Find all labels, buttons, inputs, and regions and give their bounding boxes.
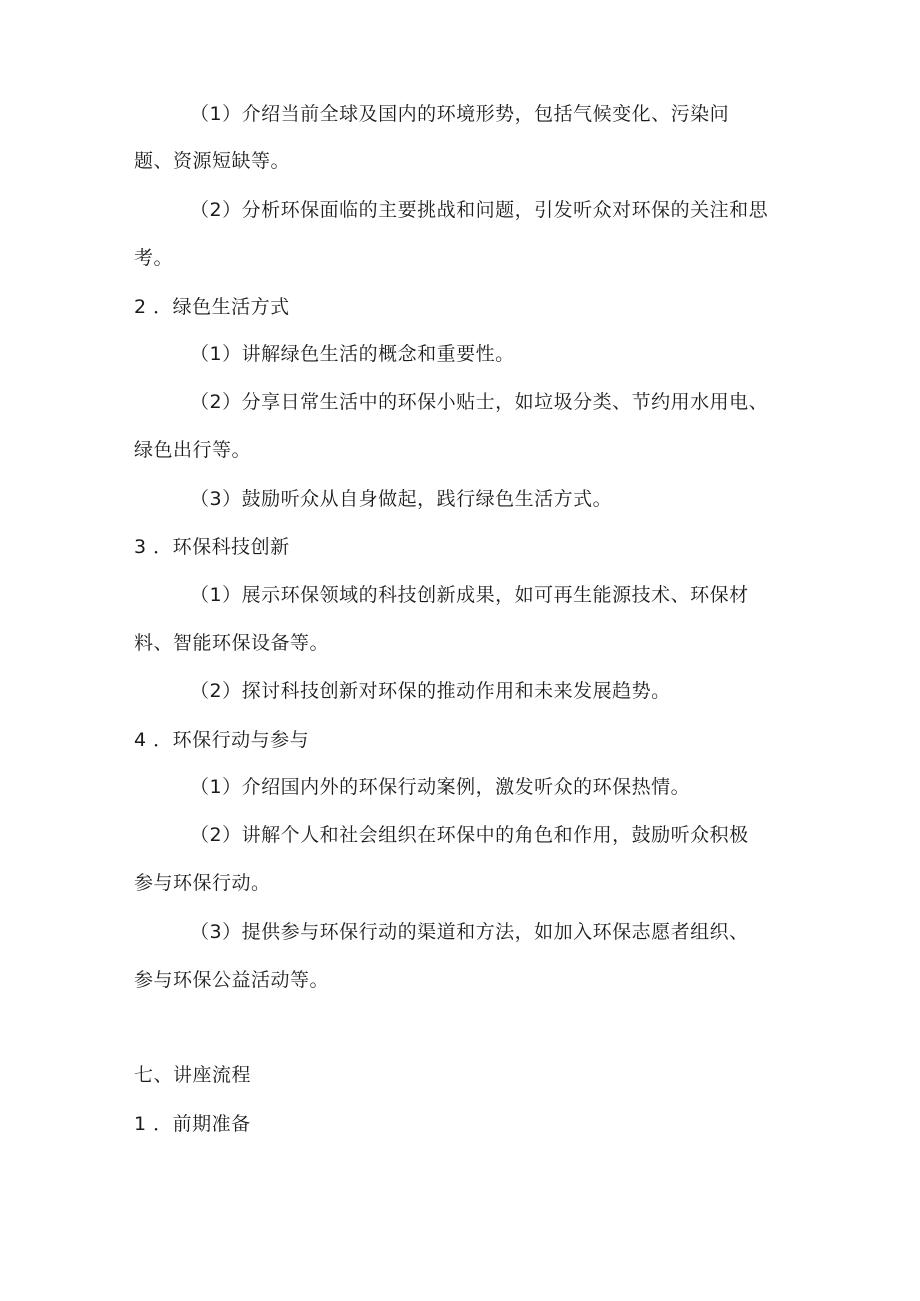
paragraph-1-2-line-2: 考。 [134, 247, 174, 269]
paragraph-1-1-line-2: 题、资源短缺等。 [134, 150, 291, 172]
paragraph-3-1-line-2: 料、智能环保设备等。 [134, 632, 330, 654]
paragraph-4-3-line-2: 参与环保公益活动等。 [134, 969, 330, 991]
section-heading-7-1: 1 ．前期准备 [134, 1113, 251, 1135]
section-heading-2: 2 ．绿色生活方式 [134, 296, 290, 318]
paragraph-1-2-line-1: （2）分析环保面临的主要挑战和问题，引发听众对环保的关注和思 [190, 199, 769, 221]
paragraph-4-3-line-1: （3）提供参与环保行动的渠道和方法，如加入环保志愿者组织、 [190, 921, 749, 943]
paragraph-4-2-line-2: 参与环保行动。 [134, 872, 271, 894]
paragraph-2-2-line-2: 绿色出行等。 [134, 439, 252, 461]
paragraph-2-3: （3）鼓励听众从自身做起，践行绿色生活方式。 [190, 488, 613, 510]
section-heading-4: 4 ．环保行动与参与 [134, 729, 310, 751]
paragraph-1-1-line-1: （1）介绍当前全球及国内的环境形势，包括气候变化、污染问 [190, 103, 730, 125]
paragraph-4-1: （1）介绍国内外的环保行动案例，激发听众的环保热情。 [190, 776, 691, 798]
chapter-heading-7: 七、讲座流程 [134, 1064, 252, 1086]
section-heading-3: 3 ．环保科技创新 [134, 536, 290, 558]
paragraph-2-1: （1）讲解绿色生活的概念和重要性。 [190, 343, 515, 365]
paragraph-4-2-line-1: （2）讲解个人和社会组织在环保中的角色和作用，鼓励听众积极 [190, 824, 749, 846]
paragraph-2-2-line-1: （2）分享日常生活中的环保小贴士，如垃圾分类、节约用水用电、 [190, 391, 769, 413]
paragraph-3-1-line-1: （1）展示环保领域的科技创新成果，如可再生能源技术、环保材 [190, 584, 749, 606]
paragraph-3-2: （2）探讨科技创新对环保的推动作用和未来发展趋势。 [190, 680, 671, 702]
